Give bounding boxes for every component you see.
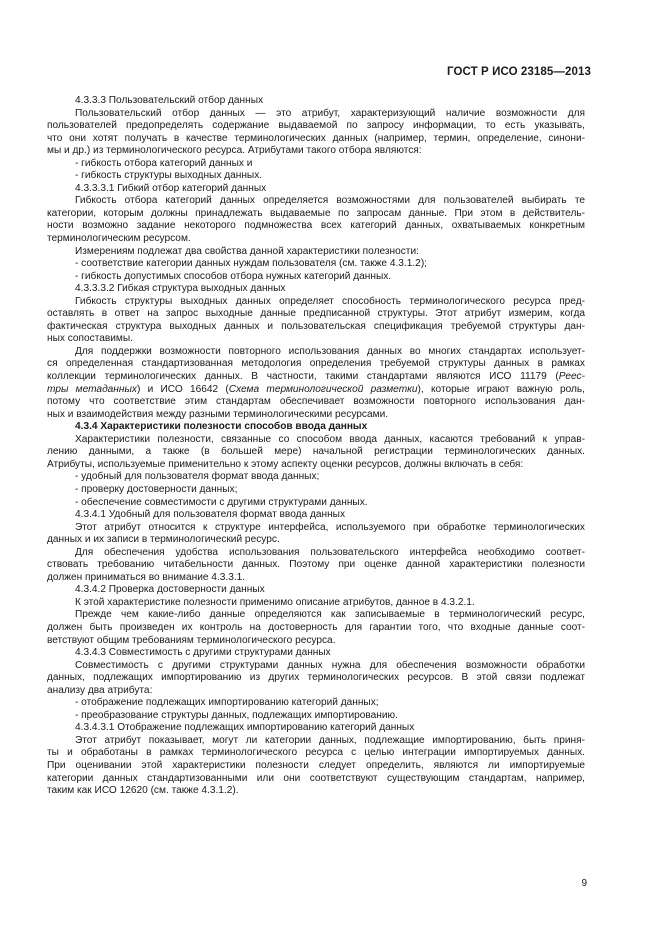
section-heading: 4.3.4.3 Совместимость с другими структурами данных — [75, 647, 331, 659]
text-line: категории, которым должны принадлежать выдаваемые по запросам данные. При этом в действитель- — [47, 207, 585, 219]
section-heading: 4.3.3.3.2 Гибкая структура выходных данных — [75, 283, 286, 295]
text-line: должен быть произведен их контроль на достоверность для гарантии того, что входные данные соот- — [47, 621, 585, 633]
text-line: ных сопоставимы. — [47, 333, 133, 345]
text-line: При оценивании этой характеристики полезности следует определить, являются ли импортируемые — [47, 759, 585, 771]
page-number: 9 — [581, 878, 587, 889]
section-heading: 4.3.4 Характеристики полезности способов ввода данных — [75, 421, 368, 433]
list-item: - преобразование структуры данных, подлежащих импортированию. — [75, 709, 398, 721]
document-body — [47, 95, 585, 798]
text-line: Атрибуты, используемые применительно к этому аспекту оценки ресурсов, должны включать в себя: — [47, 458, 524, 470]
list-item: - отображение подлежащих импортированию категорий данных; — [75, 697, 379, 709]
text-line: оставлять в ответ на запрос выходные данные предписанной структуры. Этот атрибут измерим, когда — [47, 308, 585, 320]
document-header: ГОСТ Р ИСО 23185—2013 — [446, 66, 591, 78]
list-item: К этой характеристике полезности применимо описание атрибутов, данное в 4.3.2.1. — [75, 596, 475, 608]
section-heading: 4.3.3.3.1 Гибкий отбор категорий данных — [75, 182, 267, 194]
text-line: Гибкость отбора категорий данных определяется возможностями для пользователей выбирать те — [75, 195, 585, 207]
text-line: Для обеспечения удобства использования пользовательского интерфейса необходимо соответ- — [75, 546, 585, 558]
text-line: что они хотят получать в качестве терминологических данных (например, термин, определение, синони- — [47, 132, 585, 144]
text-line: ветствуют общим требованиям терминологического ресурса. — [47, 634, 336, 646]
list-item: - обеспечение совместимости с другими структурами данных. — [75, 496, 368, 508]
text-line: ты и обработаны в рамках терминологического ресурса с целью интеграции импортируемых данных. — [47, 747, 585, 759]
list-item: - проверку достоверности данных; — [75, 483, 238, 495]
text-line: ся определенная стандартизованная методология определения требуемой структуры данных в рамках — [47, 358, 585, 370]
text-line: анализу два атрибута: — [47, 684, 153, 696]
text-line: таким как ИСО 12620 (см. также 4.3.1.2). — [47, 785, 239, 797]
list-item: - гибкость допустимых способов отбора нужных категорий данных. — [75, 270, 392, 282]
text-line: Пользовательский отбор данных — это атрибут, характеризующий наличие возможности для — [75, 107, 585, 119]
text-line: Этот атрибут показывает, могут ли категории данных, подлежащие импортированию, быть приня- — [75, 734, 585, 746]
text-line: коллекции терминологических данных. В частности, такими стандартами являются ИСО 11179 (Реес- — [47, 371, 585, 383]
text-line: Совместимость с другими структурами данных нужна для обеспечения возможности обработки — [75, 659, 585, 671]
text-line: данных, подлежащих импортированию из других терминологических ресурсов. В этой связи подлежат — [47, 672, 585, 684]
list-item: - удобный для пользователя формат ввода данных; — [75, 471, 320, 483]
list-item: Измерениям подлежат два свойства данной характеристики полезности: — [75, 245, 419, 257]
section-heading: 4.3.3.3 Пользовательский отбор данных — [75, 95, 264, 106]
text-line: категории данных стандартизованными или они соответствуют существующим стандартам, например, — [47, 772, 585, 784]
section-heading: 4.3.4.2 Проверка достоверности данных — [75, 584, 265, 596]
section-heading: 4.3.4.1 Удобный для пользователя формат ввода данных — [75, 509, 346, 521]
text-line: данных и их записи в терминологический ресурс. — [47, 534, 280, 546]
text-line: Этот атрибут относится к структуре интерфейса, используемого при обработке терминологических — [75, 521, 585, 533]
text-line: Для поддержки возможности повторного использования данных во многих стандартах использует- — [75, 345, 585, 357]
text-line: пользователей предопределять содержание выдаваемой по запросу информации, то есть указывать, — [47, 120, 585, 132]
list-item: - гибкость отбора категорий данных и — [75, 157, 253, 169]
text-line: лению данными, а также (в большей мере) начальной регистрации терминологических данных. — [47, 446, 585, 458]
text-line: Прежде чем какие-либо данные определяются как записываемые в терминологический ресурс, — [75, 609, 585, 621]
list-item: - гибкость структуры выходных данных. — [75, 170, 263, 182]
list-item: - соответствие категории данных нуждам пользователя (см. также 4.3.1.2); — [75, 258, 427, 270]
text-line: Характеристики полезности, связанные со способом ввода данных, касаются требований к управ- — [75, 433, 585, 445]
text-line: должен приниматься во внимание 4.3.3.1. — [47, 571, 246, 583]
text-line: терминологическим ресурсом. — [47, 233, 191, 245]
text-line: Гибкость структуры выходных данных определяет способность терминологического ресурса пред- — [75, 295, 585, 307]
text-line: ности возможно задание некоторого подмножества всех категорий данных, охватываемых конкретным — [47, 220, 585, 232]
text-line: ствовать требованию читабельности данных. Поэтому при оценке данной характеристики полезности — [47, 559, 585, 571]
text-line: тры метаданных) и ИСО 16642 (Схема терминологической разметки), которые играют важную роль, — [47, 383, 585, 395]
text-line: мы и др.) из терминологического ресурса. Атрибутами такого отбора являются: — [47, 145, 422, 157]
section-heading: 4.3.4.3.1 Отображение подлежащих импортированию категорий данных — [75, 722, 415, 734]
text-line: ных и взаимодействия между разными терминологическими ресурсами. — [47, 408, 389, 420]
text-line: потому что соответствие этим стандартам обеспечивает возможности повторного использования дан- — [47, 396, 585, 408]
text-line: фактическая структура выходных данных и пользовательская спецификация требуемой структуры дан- — [47, 320, 585, 332]
